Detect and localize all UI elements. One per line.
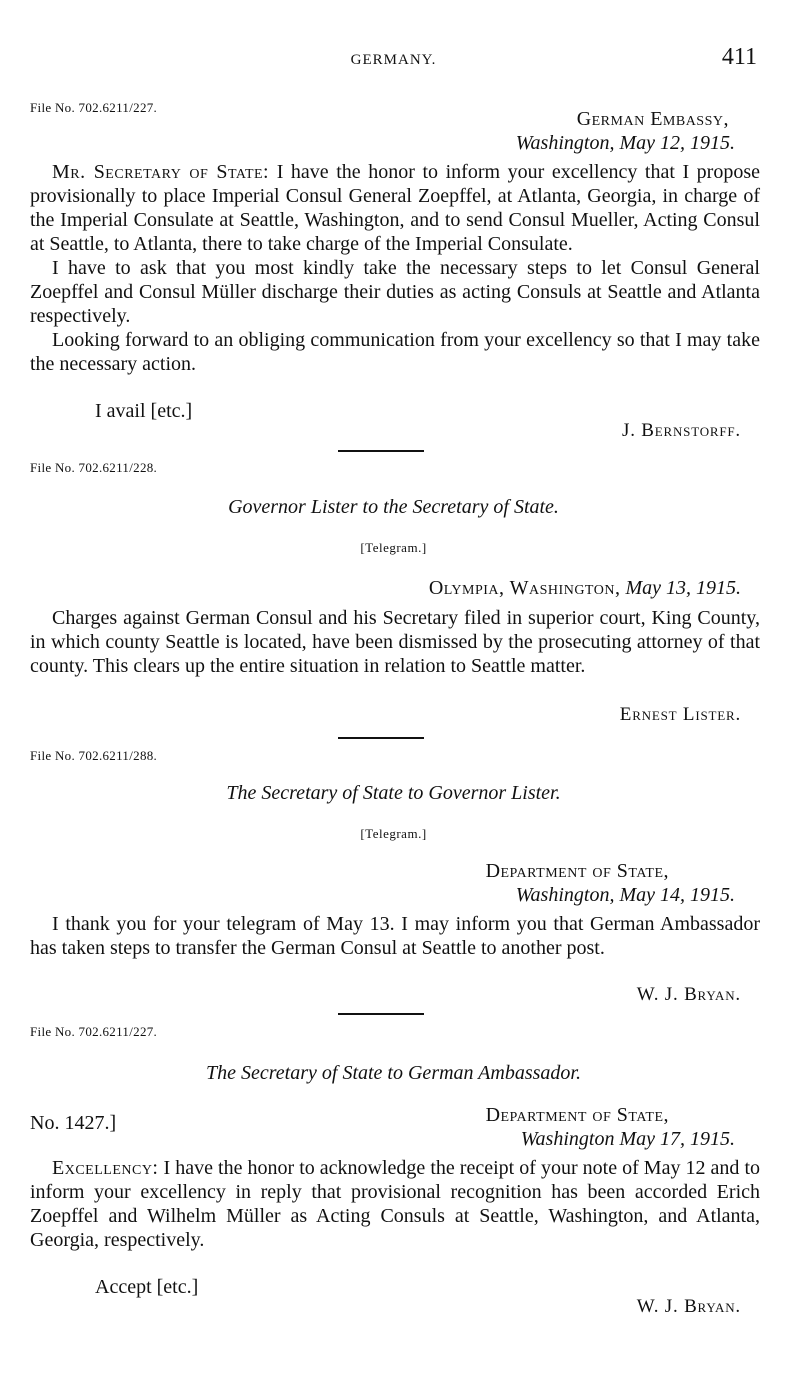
divider bbox=[338, 1013, 424, 1015]
salutation: Mr. Secretary of State: bbox=[52, 161, 270, 183]
signature: J. Bernstorff. bbox=[622, 420, 741, 441]
letter-body bbox=[30, 1156, 760, 1252]
divider bbox=[338, 450, 424, 452]
document-title: The Secretary of State to Governor Lister. bbox=[226, 782, 561, 804]
origin: German Embassy, bbox=[576, 108, 729, 130]
paragraph bbox=[30, 1156, 760, 1252]
document-title: The Secretary of State to German Ambassador. bbox=[206, 1062, 581, 1084]
signature: W. J. Bryan. bbox=[636, 984, 741, 1005]
paragraph-text: I have the honor to inform your excellency that I propose provisionally to place Imperial Consul General Zoepffel, at Atlanta, Georgia, in charge of the Imperial Consulate at Seattle, Washington, and to send Consul Mueller, Acting Consul at Seattle, to Atlanta, there to take charge of the Imperial Consulate. bbox=[30, 161, 760, 255]
closing: I avail [etc.] bbox=[95, 400, 193, 422]
file-number: File No. 702.6211/227. bbox=[30, 1024, 158, 1039]
paragraph: Looking forward to an obliging communication from your excellency so that I may take the necessary action. bbox=[30, 329, 760, 375]
telegram-label: [Telegram.] bbox=[360, 826, 427, 841]
signature: Ernest Lister. bbox=[619, 704, 741, 725]
document-title: Governor Lister to the Secretary of State. bbox=[228, 496, 559, 518]
salutation: Excellency: bbox=[52, 1157, 159, 1179]
file-number: File No. 702.6211/227. bbox=[30, 100, 158, 115]
telegram-label: [Telegram.] bbox=[360, 540, 427, 555]
closing: Accept [etc.] bbox=[95, 1276, 199, 1298]
dateline: Washington, May 12, 1915. bbox=[515, 132, 735, 154]
paragraph bbox=[30, 160, 760, 256]
letter-body bbox=[30, 160, 760, 376]
origin: Olympia, Washington, bbox=[428, 577, 621, 599]
divider bbox=[338, 737, 424, 739]
origin: Department of State, bbox=[485, 1104, 669, 1126]
note-number: No. 1427.] bbox=[30, 1112, 117, 1134]
telegram-body bbox=[30, 912, 760, 960]
paragraph: Charges against German Consul and his Secretary filed in superior court, King County, in which county Seattle is located, have been dismissed by the prosecuting attorney of that county. This clears up the entire situation in relation to Seattle matter. bbox=[30, 607, 760, 677]
dateline: May 13, 1915. bbox=[625, 577, 741, 599]
page-number: 411 bbox=[721, 44, 757, 70]
paragraph: I have to ask that you most kindly take the necessary steps to let Consul General Zoepffel and Consul Müller discharge their duties as acting Consuls at Seattle and Atlanta respectively. bbox=[30, 257, 760, 327]
file-number: File No. 702.6211/288. bbox=[30, 748, 158, 763]
signature: W. J. Bryan. bbox=[636, 1296, 741, 1317]
paragraph-text: I have the honor to acknowledge the receipt of your note of May 12 and to inform your excellency in reply that provisional recognition has been accorded Erich Zoepffel and Wilhelm Müller as Acting Consuls at Seattle, Washington, and Atlanta, Georgia, respectively. bbox=[30, 1157, 761, 1251]
paragraph: I thank you for your telegram of May 13. I may inform you that German Ambassador has taken steps to transfer the German Consul at Seattle to another post. bbox=[30, 913, 760, 959]
dateline: Washington, May 14, 1915. bbox=[515, 884, 735, 906]
dateline: Washington May 17, 1915. bbox=[520, 1128, 735, 1150]
origin: Department of State, bbox=[485, 860, 669, 882]
file-number: File No. 702.6211/228. bbox=[30, 460, 158, 475]
running-header: GERMANY. bbox=[350, 52, 437, 68]
telegram-body bbox=[30, 606, 760, 678]
dateline-line bbox=[429, 577, 741, 600]
